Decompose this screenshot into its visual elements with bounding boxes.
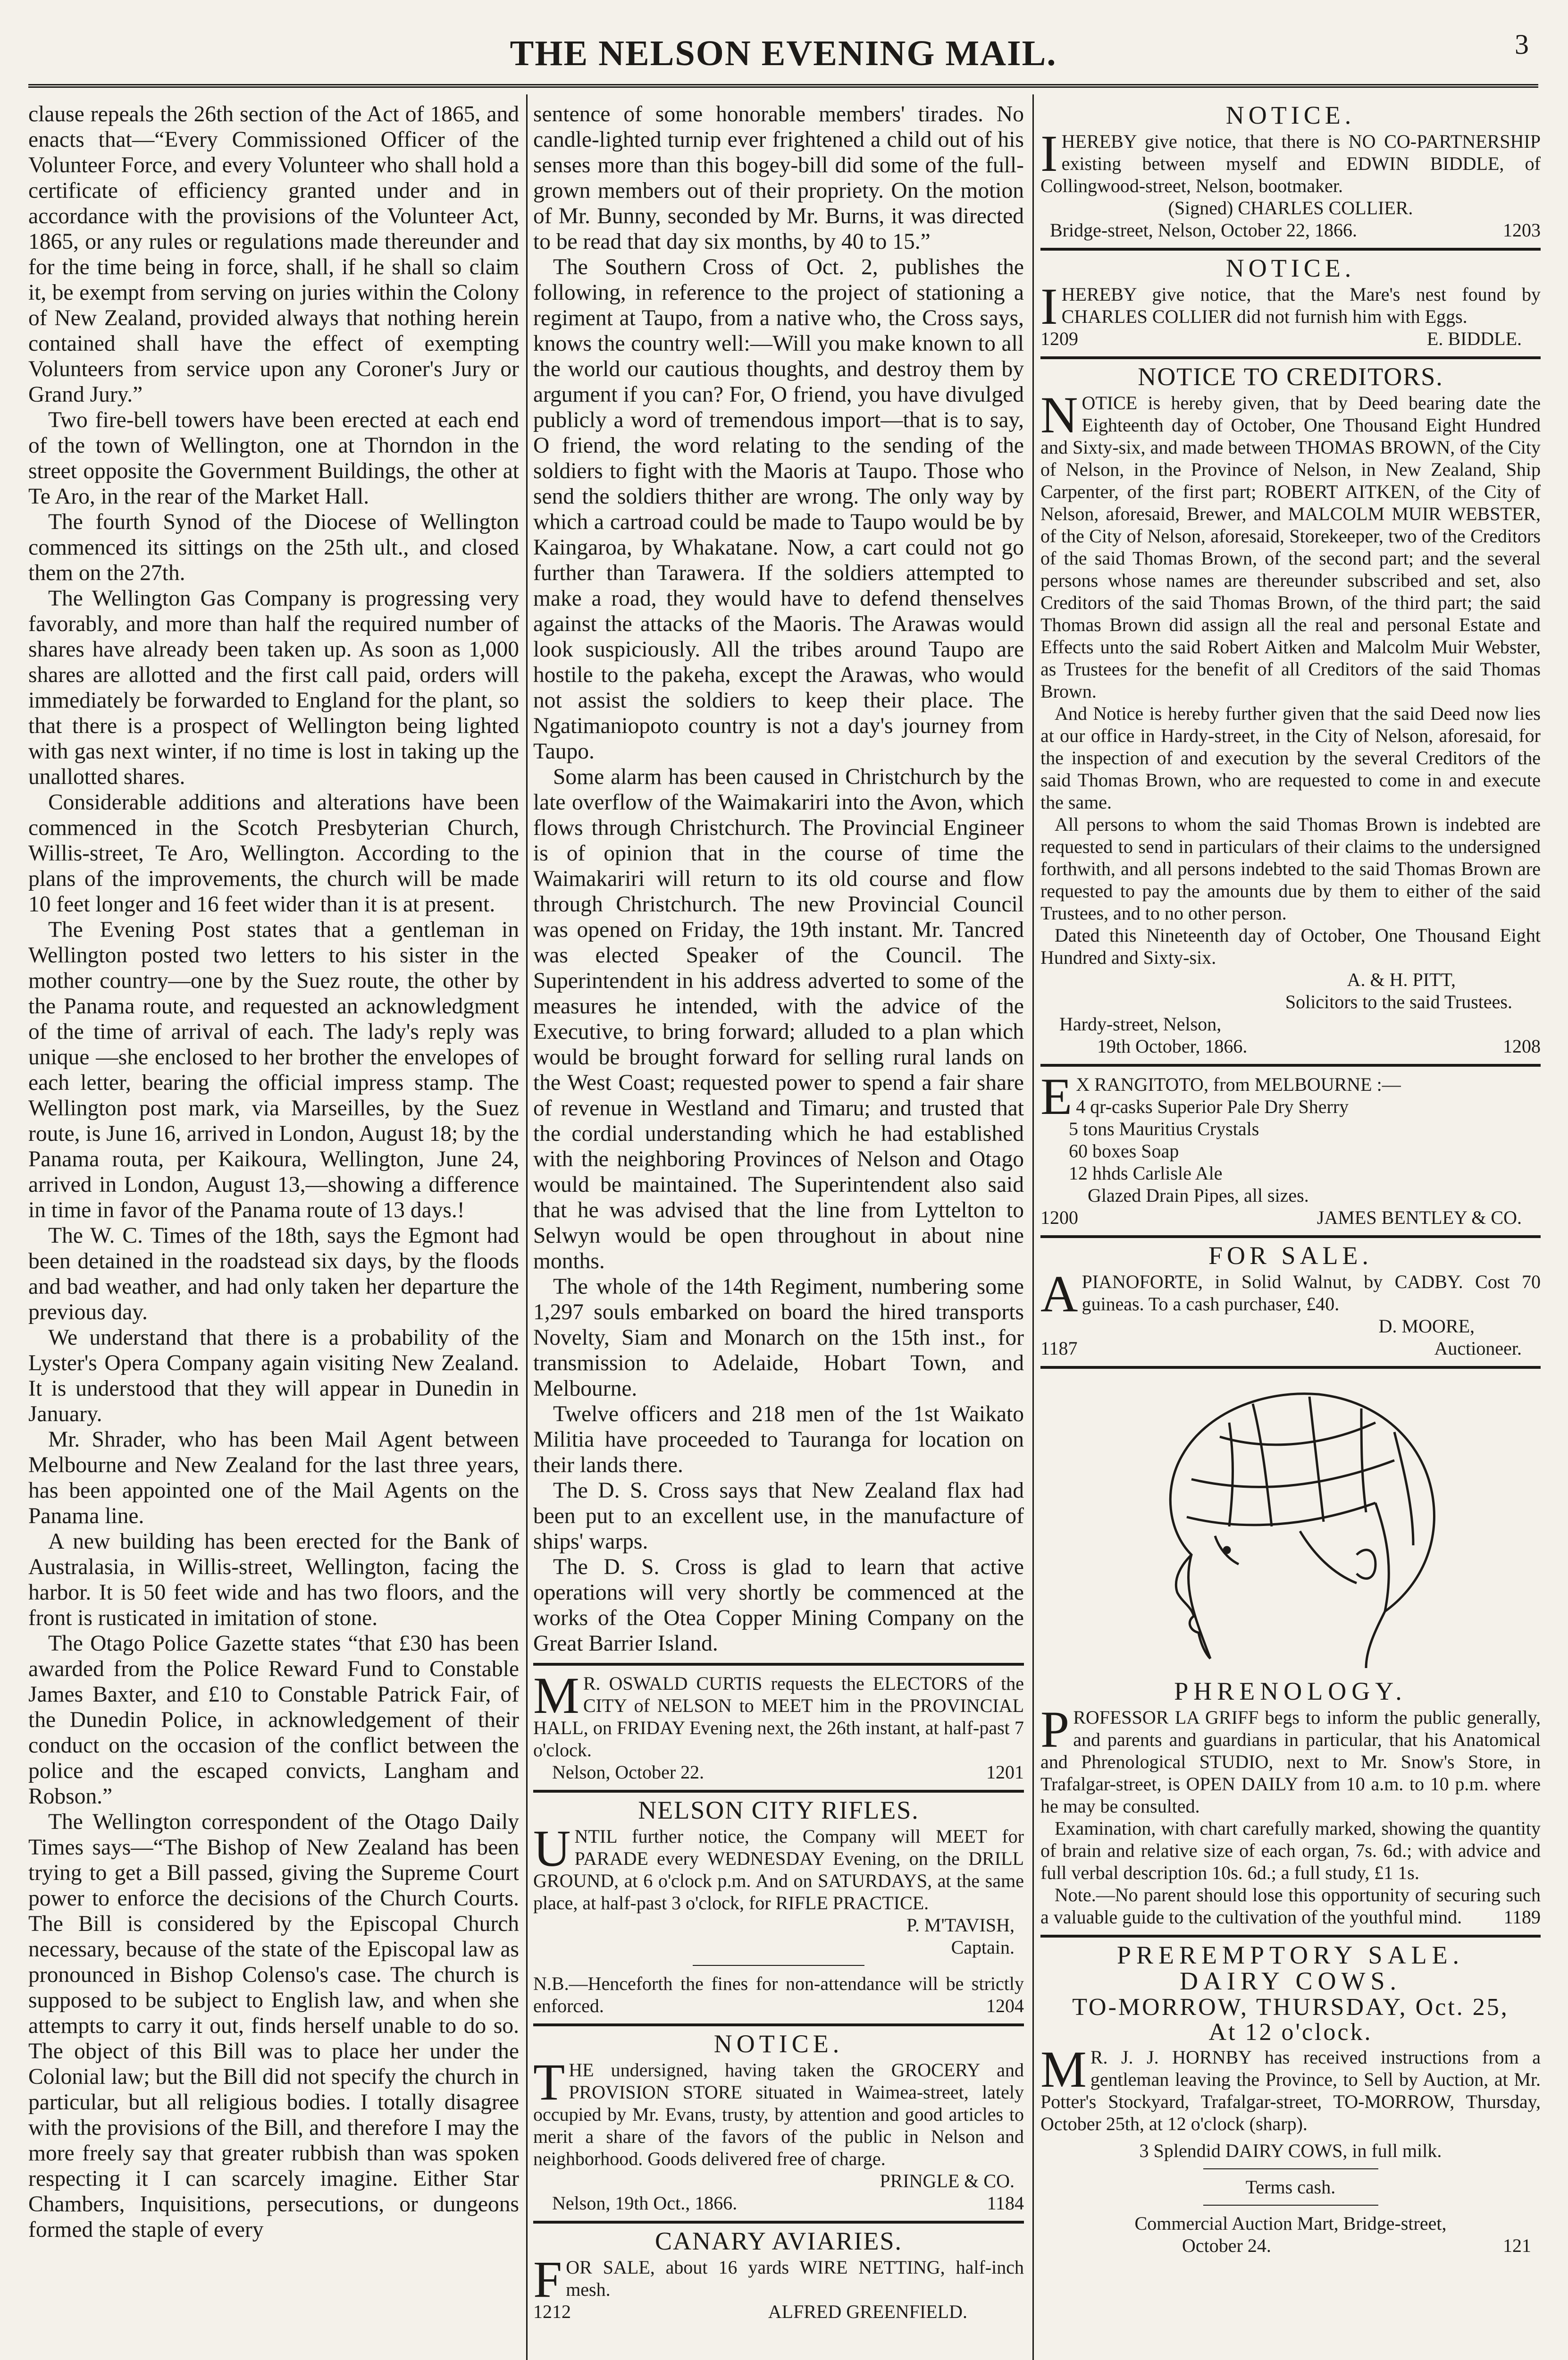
ad-number: 1201 <box>986 1762 1024 1783</box>
ad-item: 4 qr-casks Superior Pale Dry Sherry <box>1076 1096 1349 1117</box>
ad-number: 1189 <box>1503 1906 1541 1928</box>
column-ads <box>1040 101 1541 2360</box>
ad-note: N.B.—Henceforth the fines for non-attendance will be strictly enforced. <box>533 1973 1024 2016</box>
ad-text: And Notice is hereby further given that the said Deed now lies at our office in Hardy-street, in the City of Nelson, aforesaid, for the inspection of and execution by the several Creditors of the said Thomas Brown, who are requested to come in and execute the same. <box>1040 703 1541 813</box>
dropcap: M <box>1040 2040 1087 2098</box>
ad-heading: FOR SALE. <box>1208 1241 1373 1270</box>
ad-number: 1208 <box>1503 1036 1541 1057</box>
dropcap: E <box>1040 1068 1073 1125</box>
ad-divider <box>533 1663 1024 1666</box>
ad-text: Dated this Nineteenth day of October, One Thousand Eight Hundred and Sixty-six. <box>1040 925 1541 968</box>
phrenology-head-illustration <box>1111 1375 1470 1677</box>
ad-place-date: Nelson, 19th Oct., 1866. <box>552 2192 738 2214</box>
ad-time-line: At 12 o'clock. <box>1208 2019 1373 2046</box>
ad-heading: NOTICE TO CREDITORS. <box>1138 362 1443 391</box>
ad-text: NTIL further notice, the Company will MEET for PARADE every WEDNESDAY Evening, on the DRILL GROUND, at 6 o'clock p.m. And on SATURDAYS, at the same place, at half-past 3 o'clock, for RIFLE PRACTICE. <box>533 1826 1024 1913</box>
dropcap: M <box>533 1667 579 1724</box>
column-divider <box>1032 94 1034 2360</box>
dropcap: U <box>533 1820 571 1877</box>
ad-text: PIANOFORTE, in Solid Walnut, by CADBY. Cost 70 guineas. To a cash purchaser, £40. <box>1082 1271 1541 1315</box>
ad-rangitoto <box>1040 1068 1541 1229</box>
ad-divider <box>1040 248 1541 251</box>
ad-text: ROFESSOR LA GRIFF begs to inform the public generally, and parents and guardians in particular, that his Anatomical and Phrenological STUDIO, next to Mr. Snow's Store, in Trafalgar-street, is OPEN DAILY from 10 a.m. to 10 p.m. where he may be consulted. <box>1040 1707 1541 1817</box>
ad-text: All persons to whom the said Thomas Brown is indebted are requested to send in particulars of their claims to the undersigned forthwith, and all persons indebted to the said Thomas Brown are requested to pay the amounts due by them to either of the said Trustees, and to no other person. <box>1040 814 1541 924</box>
news-paragraph: Some alarm has been caused in Christchurch by the late overflow of the Waimakariri into the Avon, which flows through Christchurch. The Provincial Engineer is of opinion that in the course of time the Waimakariri will return to its old course and flow through Christchurch. The new Provincial Council was opened on Friday, the 19th instant. Mr. Tancred was elected Speaker of the Council. The Superintendent in his address adverted to some of the measures he intended, with the advice of the Executive, to bring forward; alluded to a plan which would be brought forward for selling rural lands on the West Coast; requested power to spend a fair share of revenue in Westland and Timaru; and trusted that the cordial understanding which he had established with the neighboring Provinces of Nelson and Otago would be maintained. The Superintendent also said that he was advised that the line from Lyttelton to Selwyn would be open throughout in about nine months. <box>533 765 1024 1273</box>
ad-address: Hardy-street, Nelson, <box>1059 1013 1222 1035</box>
ad-text: HEREBY give notice, that there is NO CO-PARTNERSHIP existing between myself and EDWIN BIDDLE, of Collingwood-street, Nelson, bootmaker. <box>1040 131 1541 196</box>
ad-place-date: 19th October, 1866. <box>1097 1036 1248 1057</box>
ad-signature: JAMES BENTLEY & CO. <box>1316 1207 1522 1228</box>
ad-item: Glazed Drain Pipes, all sizes. <box>1088 1185 1309 1206</box>
ad-heading: NOTICE. <box>713 2030 844 2058</box>
news-paragraph: sentence of some honorable members' tirades. No candle-lighted turnip ever frightened a child out of his senses more than this bogey-bill did some of the full-grown members out of their propriety. On the motion of Mr. Bunny, seconded by Mr. Burns, it was directed to be read that day six months, by 40 to 15.” <box>533 102 1024 254</box>
news-paragraph: The whole of the 14th Regiment, numbering some 1,297 souls embarked on board the hired transports Novelty, Siam and Monarch on the 15th inst., for transmission to Adelaide, Hobart Town, and Melbourne. <box>533 1274 1024 1401</box>
ad-signature-title: Auctioneer. <box>1434 1338 1522 1359</box>
ad-heading: X RANGITOTO, from MELBOURNE :— <box>1076 1074 1401 1095</box>
ad-collier <box>1040 101 1541 241</box>
news-paragraph: The W. C. Times of the 18th, says the Egmont had been detained in the roadstead six days, by the floods and bad weather, and had only taken her departure the previous day. <box>28 1223 519 1324</box>
ad-lot: 3 Splendid DAIRY COWS, in full milk. <box>1139 2140 1442 2161</box>
ad-date-line: TO-MORROW, THURSDAY, Oct. 25, <box>1072 1994 1509 2021</box>
ad-place-date: Bridge-street, Nelson, October 22, 1866. <box>1050 219 1357 241</box>
ad-signature-title: Solicitors to the said Trustees. <box>1285 991 1512 1012</box>
ad-item: 12 hhds Carlisle Ale <box>1069 1163 1223 1184</box>
ad-rifles <box>533 1796 1024 2017</box>
ad-heading: NOTICE. <box>1225 254 1356 282</box>
news-paragraph: Twelve officers and 218 men of the 1st Waikato Militia have proceeded to Tauranga for location on their lands there. <box>533 1402 1024 1477</box>
ad-text: Examination, with chart carefully marked, showing the quantity of brain and relative size of each organ, 7s. 6d.; with advice and full verbal description 10s. 6d.; a full study, £1 1s. <box>1040 1818 1541 1883</box>
news-paragraph: Considerable additions and alterations have been commenced in the Scotch Presbyterian Church, Willis-street, Te Aro, Wellington. According to the plans of the improvements, the church will be made 10 feet longer and 16 feet wider than it is at present. <box>28 790 519 917</box>
ad-number: 1212 <box>533 2301 571 2322</box>
masthead-rule <box>28 84 1538 88</box>
ad-text: HEREBY give notice, that the Mare's nest found by CHARLES COLLIER did not furnish him with Eggs. <box>1061 284 1541 327</box>
ad-short-rule <box>1203 2205 1378 2206</box>
news-paragraph: The Otago Police Gazette states “that £30 has been awarded from the Police Reward Fund to Constable James Baxter, and £10 to Constable Patrick Fair, of the Dunedin Police, in acknowledgement of their conduct on the occasion of the conflict between the police and the escaped convicts, Langham and Robson.” <box>28 1631 519 1809</box>
ad-signature: ALFRED GREENFIELD. <box>768 2301 967 2322</box>
dropcap: F <box>533 2250 562 2308</box>
dropcap: A <box>1040 1265 1078 1323</box>
news-paragraph: The D. S. Cross says that New Zealand flax had been put to an excellent use, in the manufacture of ships' warps. <box>533 1478 1024 1554</box>
ad-number: 1204 <box>986 1995 1024 2016</box>
ad-footer: Commercial Auction Mart, Bridge-street, <box>1134 2213 1447 2234</box>
ad-item: 60 boxes Soap <box>1069 1140 1179 1162</box>
ad-divider <box>533 1790 1024 1793</box>
ad-divider <box>1040 1935 1541 1938</box>
ad-short-rule <box>1203 2168 1378 2169</box>
ad-signature: A. & H. PITT, <box>1347 969 1456 990</box>
column-news-2 <box>533 101 1024 2360</box>
ad-text: HE undersigned, having taken the GROCERY and PROVISION STORE situated in Waimea-street, lately occupied by Mr. Evans, trusty, by attention and good articles to merit a share of the favors of the public in Nelson and neighborhood. Goods delivered free of charge. <box>533 2059 1024 2169</box>
ad-divider <box>1040 1235 1541 1238</box>
ad-signature: D. MOORE, <box>1378 1315 1475 1337</box>
ad-number: 1203 <box>1503 219 1541 241</box>
ad-forsale <box>1040 1241 1541 1359</box>
news-paragraph: The fourth Synod of the Diocese of Wellington commenced its sittings on the 25th ult., and closed them on the 27th. <box>28 510 519 585</box>
ad-number: 1200 <box>1040 1207 1078 1228</box>
ad-heading: NELSON CITY RIFLES. <box>638 1796 919 1824</box>
ad-canary <box>533 2227 1024 2323</box>
news-paragraph: Mr. Shrader, who has been Mail Agent between Melbourne and New Zealand for the last three years, has been appointed one of the Mail Agents on the Panama line. <box>28 1427 519 1528</box>
dropcap: I <box>1040 125 1058 182</box>
ad-signature-title: Captain. <box>951 1937 1015 1958</box>
ad-subheading: DAIRY COWS. <box>1179 1967 1402 1995</box>
ad-divider <box>1040 1064 1541 1067</box>
ad-signature: PRINGLE & CO. <box>880 2170 1015 2191</box>
dropcap: T <box>533 2053 565 2111</box>
ad-heading: PREREMPTORY SALE. <box>1116 1941 1465 1969</box>
ad-divider <box>1040 1366 1541 1369</box>
dropcap: N <box>1040 386 1078 444</box>
ad-number: 121 <box>1503 2235 1531 2256</box>
dropcap: I <box>1040 278 1058 335</box>
dropcap: P <box>1040 1701 1070 1758</box>
ad-number: 1184 <box>987 2192 1024 2214</box>
ad-heading: PHRENOLOGY. <box>1174 1677 1407 1705</box>
ad-text: R. J. J. HORNBY has received instructions from a gentleman leaving the Province, to Sell by Auction, at Mr. Potter's Stockyard, Trafalgar-street, TO-MORROW, Thursday, October 25th, at 12 o'clock (sharp). <box>1040 2047 1541 2134</box>
news-paragraph: clause repeals the 26th section of the Act of 1865, and enacts that—“Every Commissioned Officer of the Volunteer Force, and every Volunteer who shall hold a certificate of efficiency granted under and in accordance with the provisions of the Volunteer Act, 1865, or any rules or regulations made thereunder and for the time being in force, shall, if he shall so claim it, be exempt from serving on juries within the Colony of New Zealand, provided always that nothing herein contained shall have the effect of exempting Volunteers from service upon any Coroner's Jury or Grand Jury.” <box>28 102 519 407</box>
column-news-1 <box>28 101 519 2360</box>
ad-dairy <box>1040 1941 1541 2257</box>
ad-curtis <box>533 1667 1024 1783</box>
ad-text: R. OSWALD CURTIS requests the ELECTORS of the CITY of NELSON to MEET him in the PROVINCIAL HALL, on FRIDAY Evening next, the 26th instant, at half-past 7 o'clock. <box>533 1673 1024 1761</box>
ad-text: OR SALE, about 16 yards WIRE NETTING, half-inch mesh. <box>566 2257 1024 2300</box>
news-paragraph: We understand that there is a probability of the Lyster's Opera Company again visiting New Zealand. It is understood that they will appear in Dunedin in January. <box>28 1325 519 1426</box>
ad-phrenology <box>1040 1375 1541 1928</box>
ad-terms: Terms cash. <box>1245 2176 1336 2198</box>
ad-short-rule <box>693 1965 864 1966</box>
news-paragraph: The Southern Cross of Oct. 2, publishes the following, in reference to the project of stationing a regiment at Taupo, from a native who, the Cross says, knows the country well:—Will you make known to all the world our cautious thoughts, and destroy them by argument if you can? For, O friend, you have divulged publicly a word of tremendous import—that is to say, O friend, the word relating to the sending of the soldiers to fight with the Maoris at Taupo. Those who send the soldiers thither are wrong. The only way by which a cartroad could be made to Taupo would be by Kaingaroa, by Whakatane. Now, a cart could not go further than Tarawera. If the soldiers attempted to make a road, they would have to defend thenselves against the attacks of the Maoris. The Arawas would look suspiciously. All the tribes around Taupo are hostile to the pakeha, except the Arawas, who would not assist the soldiers to keep their place. The Ngatimaniopoto country is not a day's journey from Taupo. <box>533 255 1024 764</box>
ad-creditors <box>1040 362 1541 1057</box>
ad-pringle <box>533 2030 1024 2214</box>
news-paragraph: The Wellington correspondent of the Otago Daily Times says—“The Bishop of New Zealand has been trying to get a Bill passed, giving the Supreme Court power to enforce the decisions of the Church Courts. The Bill is considered by the Episcopal Church necessary, because of the state of the Episcopal law as pronounced in Bishop Colenso's case. The church is supposed to be subject to English law, and when she attempts to carry it out, finds herself unable to do so. The object of this Bill was to place her under the Colonial law; but the Bill did not specify the church in particular, but all religious bodies. I totally disagree with the provisions of the Bill, and therefore I may the more freely say that greater rubbish than was spoken respecting it I can scarcely imagine. Either Star Chambers, Inquisitions, persecutions, or dungeons formed the staple of every <box>28 1810 519 2242</box>
newspaper-title: THE NELSON EVENING MAIL. <box>510 34 1057 73</box>
ad-heading: CANARY AVIARIES. <box>654 2227 903 2255</box>
ad-note: Note.—No parent should lose this opportunity of securing such a valuable guide to the cultivation of the youthful mind. <box>1040 1884 1541 1928</box>
ad-signed: (Signed) CHARLES COLLIER. <box>1168 197 1413 219</box>
ad-footer-date: October 24. <box>1182 2235 1271 2256</box>
ad-divider <box>533 2023 1024 2026</box>
ad-place-date: Nelson, October 22. <box>552 1762 704 1783</box>
ad-heading: NOTICE. <box>1225 101 1356 129</box>
news-paragraph: Two fire-bell towers have been erected at each end of the town of Wellington, one at Thorndon in the street opposite the Government Buildings, the other at Te Aro, in the rear of the Market Hall. <box>28 408 519 509</box>
ad-signature: E. BIDDLE. <box>1426 328 1522 349</box>
column-divider <box>526 94 528 2360</box>
ad-divider <box>533 2221 1024 2224</box>
ad-divider <box>1040 356 1541 359</box>
ad-signature: P. M'TAVISH, <box>906 1914 1015 1936</box>
news-paragraph: The Evening Post states that a gentleman in Wellington posted two letters to his sister in the mother country—one by the Suez route, the other by the Panama route, and requested an acknowledgment of the time of arrival of each. The lady's reply was unique —she enclosed to her brother the envelopes of each letter, bearing the official impress stamp. The Wellington post mark, via Marseilles, by the Suez route, is June 16, arrived in London, August 18; by the Panama routa, per Kaikoura, Wellington, June 24, arrived in London, August 13,—showing a difference in time in favor of the Panama route of 13 days.! <box>28 918 519 1222</box>
news-paragraph: The Wellington Gas Company is progressing very favorably, and more than half the required number of shares have already been taken up. As soon as 1,000 shares are allotted and the first call paid, orders will immediately be forwarded to England for the plant, so that there is a prospect of Wellington being lighted with gas next winter, if no time is lost in taking up the unallotted shares. <box>28 586 519 789</box>
news-paragraph: The D. S. Cross is glad to learn that active operations will very shortly be commenced at the works of the Otea Copper Mining Company on the Great Barrier Island. <box>533 1555 1024 1656</box>
masthead <box>28 19 1538 76</box>
ad-biddle <box>1040 254 1541 350</box>
ad-text: OTICE is hereby given, that by Deed bearing date the Eighteenth day of October, One Thousand Eight Hundred and Sixty-six, and made between THOMAS BROWN, of the City of Nelson, in the Province of Nelson, in New Zealand, Ship Carpenter, of the first part; ROBERT AITKEN, of the City of Nelson, aforesaid, Brewer, and MALCOLM MUIR WEBSTER, of the City of Nelson, aforesaid, Storekeeper, two of the Creditors of the said Thomas Brown, of the second part; and the several persons whose names are thereunder subscribed and set, also Creditors of the said Thomas Brown, of the third part; the said Thomas Brown did assign all the real and personal Estate and Effects unto the said Robert Aitken and Malcolm Muir Webster, as Trustees for the benefit of all Creditors of the said Thomas Brown. <box>1040 392 1541 702</box>
ad-number: 1187 <box>1040 1338 1078 1359</box>
news-paragraph: A new building has been erected for the Bank of Australasia, in Willis-street, Wellington, facing the harbor. It is 50 feet wide and has two floors, and the front is rusticated in imitation of stone. <box>28 1529 519 1630</box>
ad-number: 1209 <box>1040 328 1078 349</box>
page-number: 3 <box>1515 29 1529 60</box>
ad-item: 5 tons Mauritius Crystals <box>1069 1118 1259 1139</box>
